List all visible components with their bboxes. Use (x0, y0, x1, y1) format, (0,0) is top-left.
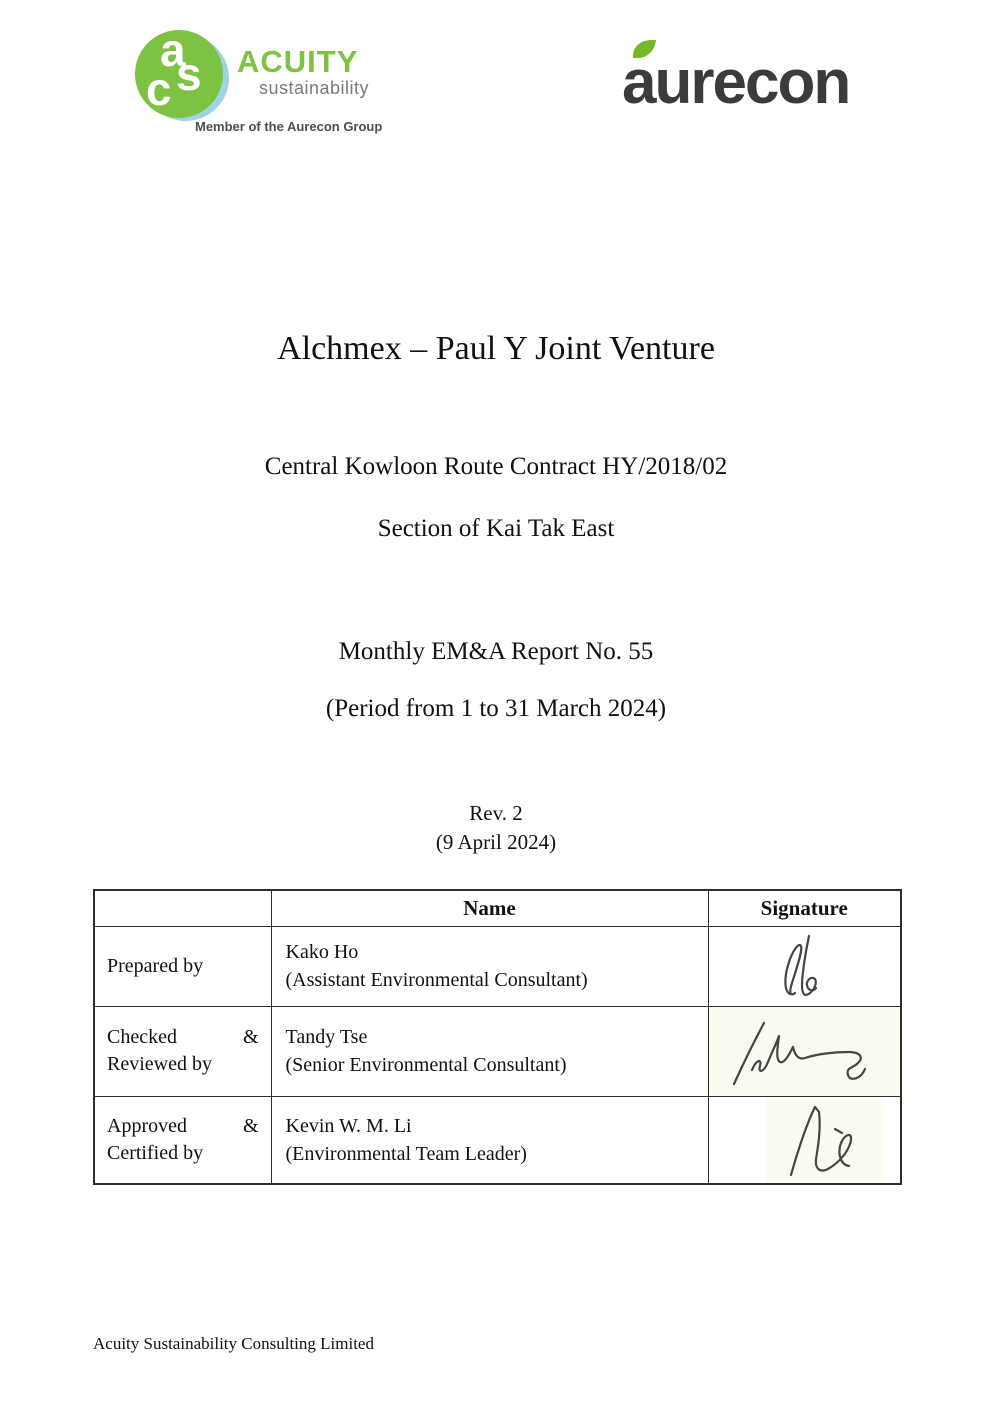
report-title-line: Monthly EM&A Report No. 55 (338, 638, 654, 665)
role-cell (94, 1096, 271, 1184)
role-text-line2: Reviewed by (107, 1053, 212, 1075)
person-title: (Environmental Team Leader) (285, 1142, 527, 1165)
role-text: Prepared by (107, 954, 204, 977)
table-row-checked-reviewed-by (94, 1006, 901, 1096)
acuity-brand-text: ACUITY (237, 44, 359, 79)
acuity-monogram-letter-s: s (176, 48, 202, 100)
role-cell (94, 1006, 271, 1096)
role-cell (94, 926, 271, 1006)
table-header-role (94, 890, 271, 926)
role-text: Approved (107, 1114, 187, 1137)
jv-title: Alchmex – Paul Y Joint Venture (277, 330, 715, 367)
signature-cell (708, 1096, 901, 1184)
signature-cell (708, 1006, 901, 1096)
name-cell (271, 926, 708, 1006)
aurecon-logo (622, 30, 892, 120)
report-period-line: (Period from 1 to 31 March 2024) (325, 695, 667, 722)
kako-ho-signature (773, 930, 835, 1002)
kevin-li-signature (773, 1099, 877, 1181)
acuity-tagline: sustainability (258, 78, 369, 98)
table-header-signature: Signature (708, 890, 901, 926)
person-name: Tandy Tse (285, 1026, 368, 1048)
role-ampersand: & (242, 1114, 259, 1137)
acuity-wordmark (237, 46, 369, 99)
table-row-prepared-by (94, 926, 901, 1006)
tandy-tse-signature (724, 1010, 884, 1092)
section-line: Section of Kai Tak East (377, 515, 615, 542)
footer-company: Acuity Sustainability Consulting Limited (93, 1334, 374, 1353)
acuity-monogram-letter-c: c (146, 63, 172, 115)
contract-line: Central Kowloon Route Contract HY/2018/02 (264, 453, 728, 480)
role-text: Checked (107, 1026, 177, 1048)
person-name: Kako Ho (285, 941, 359, 963)
signature-scan-patch (766, 1098, 884, 1182)
person-title: (Assistant Environmental Consultant) (285, 969, 588, 991)
table-header-row (94, 890, 901, 926)
role-text-line2: Certified by (107, 1141, 204, 1164)
name-cell (271, 1096, 708, 1184)
name-cell (271, 1006, 708, 1096)
acuity-monogram-circle (135, 24, 229, 122)
approval-table (93, 889, 902, 1185)
acuity-member-line: Member of the Aurecon Group (195, 119, 383, 134)
signature-cell (708, 926, 901, 1006)
table-header-name: Name (271, 890, 708, 926)
acuity-logo (135, 24, 383, 136)
aurecon-brand-text: aurecon (622, 48, 850, 117)
acuity-monogram-letter-a: a (160, 24, 186, 76)
person-title: (Senior Environmental Consultant) (285, 1054, 567, 1076)
table-row-approved-certified-by (94, 1096, 901, 1184)
revision-label: Rev. 2 (469, 801, 523, 825)
role-ampersand: & (242, 1026, 259, 1048)
person-name: Kevin W. M. Li (285, 1114, 412, 1137)
revision-date: (9 April 2024) (435, 830, 557, 854)
